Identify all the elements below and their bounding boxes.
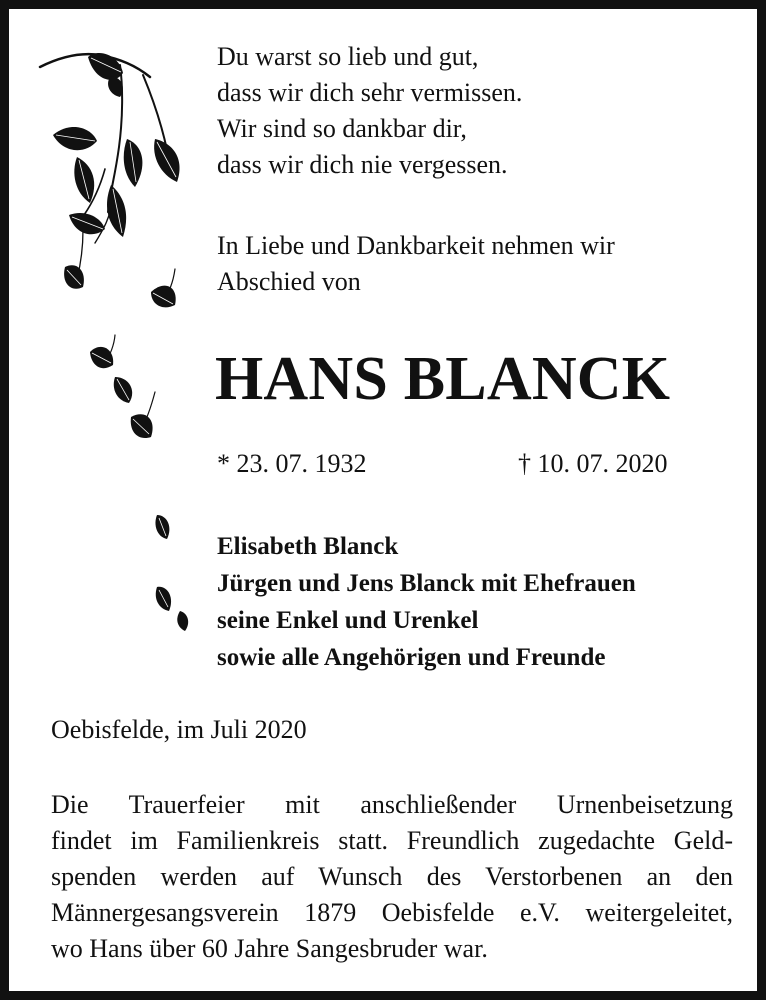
service-line: spenden werden auf Wunsch des Verstorbenen an den [51, 862, 733, 891]
falling-leaves-icon [35, 47, 205, 647]
poem-line: Wir sind so dankbar dir, [217, 114, 467, 143]
memorial-poem [217, 39, 737, 183]
intro-line: In Liebe und Dankbarkeit nehmen wir [217, 231, 615, 260]
service-line: wo Hans über 60 Jahre Sangesbruder war. [51, 934, 488, 963]
poem-line: Du warst so lieb und gut, [217, 42, 479, 71]
deceased-name: HANS BLANCK [215, 345, 671, 413]
mourner-line: Jürgen und Jens Blanck mit Ehefrauen [217, 570, 636, 597]
mourners-list [217, 528, 747, 676]
farewell-intro [217, 228, 737, 300]
mourner-line: seine Enkel und Urenkel [217, 607, 479, 634]
service-line: Die Trauerfeier mit anschließender Urnenbeisetzung [51, 790, 733, 819]
birth-date: * 23. 07. 1932 [217, 449, 367, 478]
service-line: findet im Familienkreis statt. Freundlich zugedachte Geld- [51, 826, 733, 855]
death-date: † 10. 07. 2020 [518, 449, 668, 478]
place-and-date: Oebisfelde, im Juli 2020 [51, 715, 307, 744]
funeral-service-notice [51, 787, 733, 967]
intro-line: Abschied von [217, 267, 361, 296]
mourner-line: Elisabeth Blanck [217, 533, 399, 560]
service-line: Männergesangsverein 1879 Oebisfelde e.V. weitergeleitet, [51, 898, 733, 927]
poem-line: dass wir dich nie vergessen. [217, 150, 508, 179]
poem-line: dass wir dich sehr vermissen. [217, 78, 523, 107]
mourner-line: sowie alle Angehörigen und Freunde [217, 644, 606, 671]
